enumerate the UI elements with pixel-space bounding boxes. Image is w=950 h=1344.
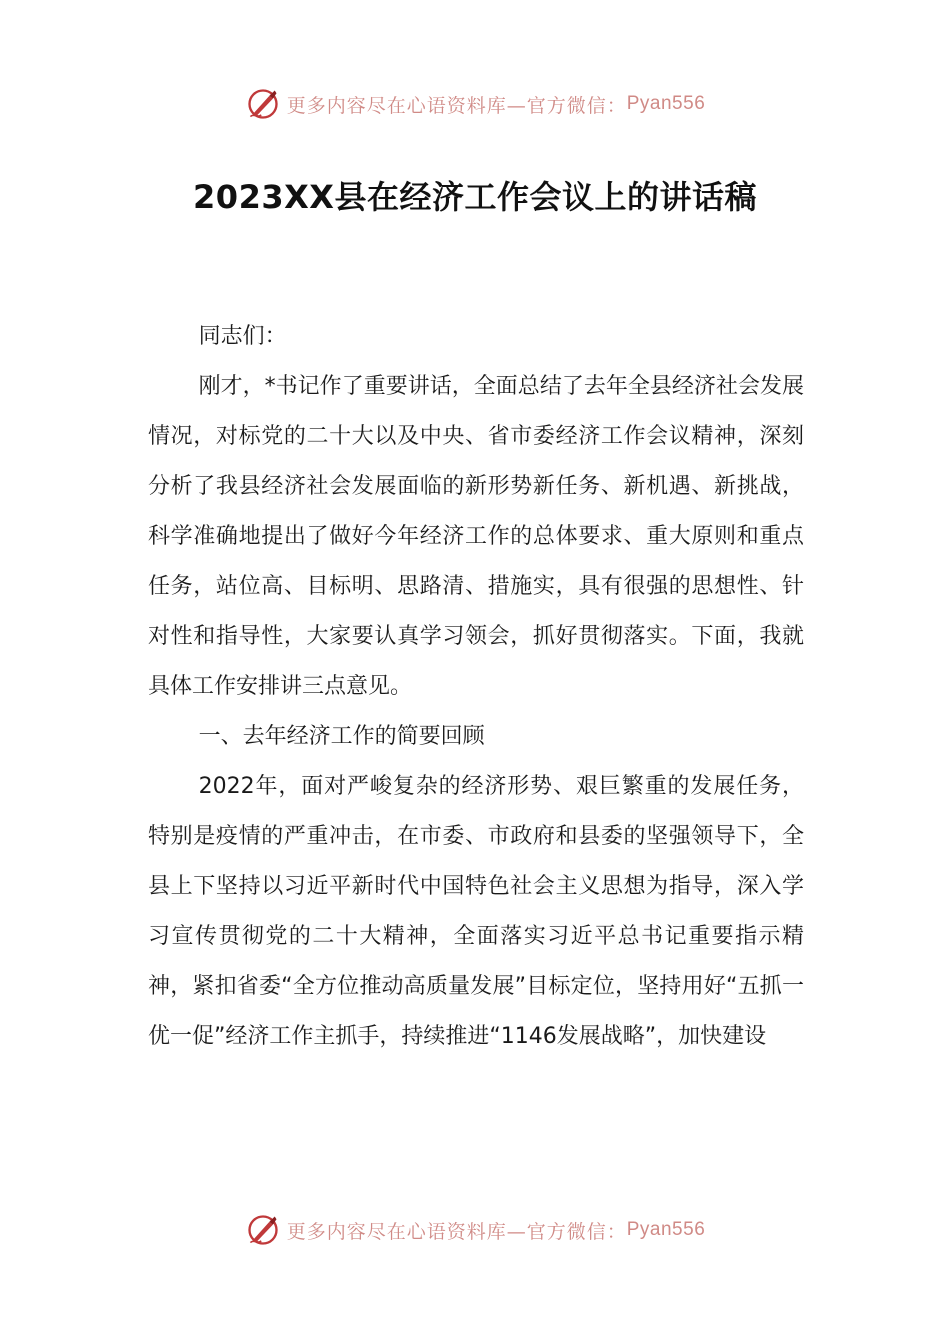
watermark-text: 更多内容尽在心语资料库—官方微信： [286, 94, 627, 117]
watermark-footer [0, 1210, 950, 1250]
watermark-account: Pyan556 [626, 93, 706, 114]
document-title: 2023XX县在经济工作会议上的讲话稿 [193, 178, 757, 216]
watermark-account: Pyan556 [626, 1219, 706, 1240]
pen-circle-logo-icon [245, 1212, 281, 1248]
section-heading: 一、去年经济工作的简要回顾 [198, 724, 485, 749]
watermark-header [0, 84, 950, 124]
document-body [148, 312, 804, 1062]
review-paragraph: 2022年，面对严峻复杂的经济形势、艰巨繁重的发展任务，特别是疫情的严重冲击，在市委、市政府和县委的坚强领导下，全县上下坚持以习近平新时代中国特色社会主义思想为指导，深入学习宣传贯彻党的二十大精神，全面落实习近平总书记重要指示精神，紧扣省委“全方位推动高质量发展”目标定位，坚持用好“五抓一优一促”经济工作主抓手，持续推进“1146发展战略”，加快建设 [148, 774, 804, 1049]
salutation-paragraph: 同志们： [198, 324, 287, 349]
pen-circle-logo-icon [245, 86, 281, 122]
watermark-text: 更多内容尽在心语资料库—官方微信： [286, 1220, 627, 1243]
intro-paragraph: 刚才，*书记作了重要讲话，全面总结了去年全县经济社会发展情况，对标党的二十大以及中央、省市委经济工作会议精神，深刻分析了我县经济社会发展面临的新形势新任务、新机遇、新挑战，科学准确地提出了做好今年经济工作的总体要求、重大原则和重点任务，站位高、目标明、思路清、措施实，具有很强的思想性、针对性和指导性，大家要认真学习领会，抓好贯彻落实。下面，我就具体工作安排讲三点意见。 [148, 374, 804, 699]
